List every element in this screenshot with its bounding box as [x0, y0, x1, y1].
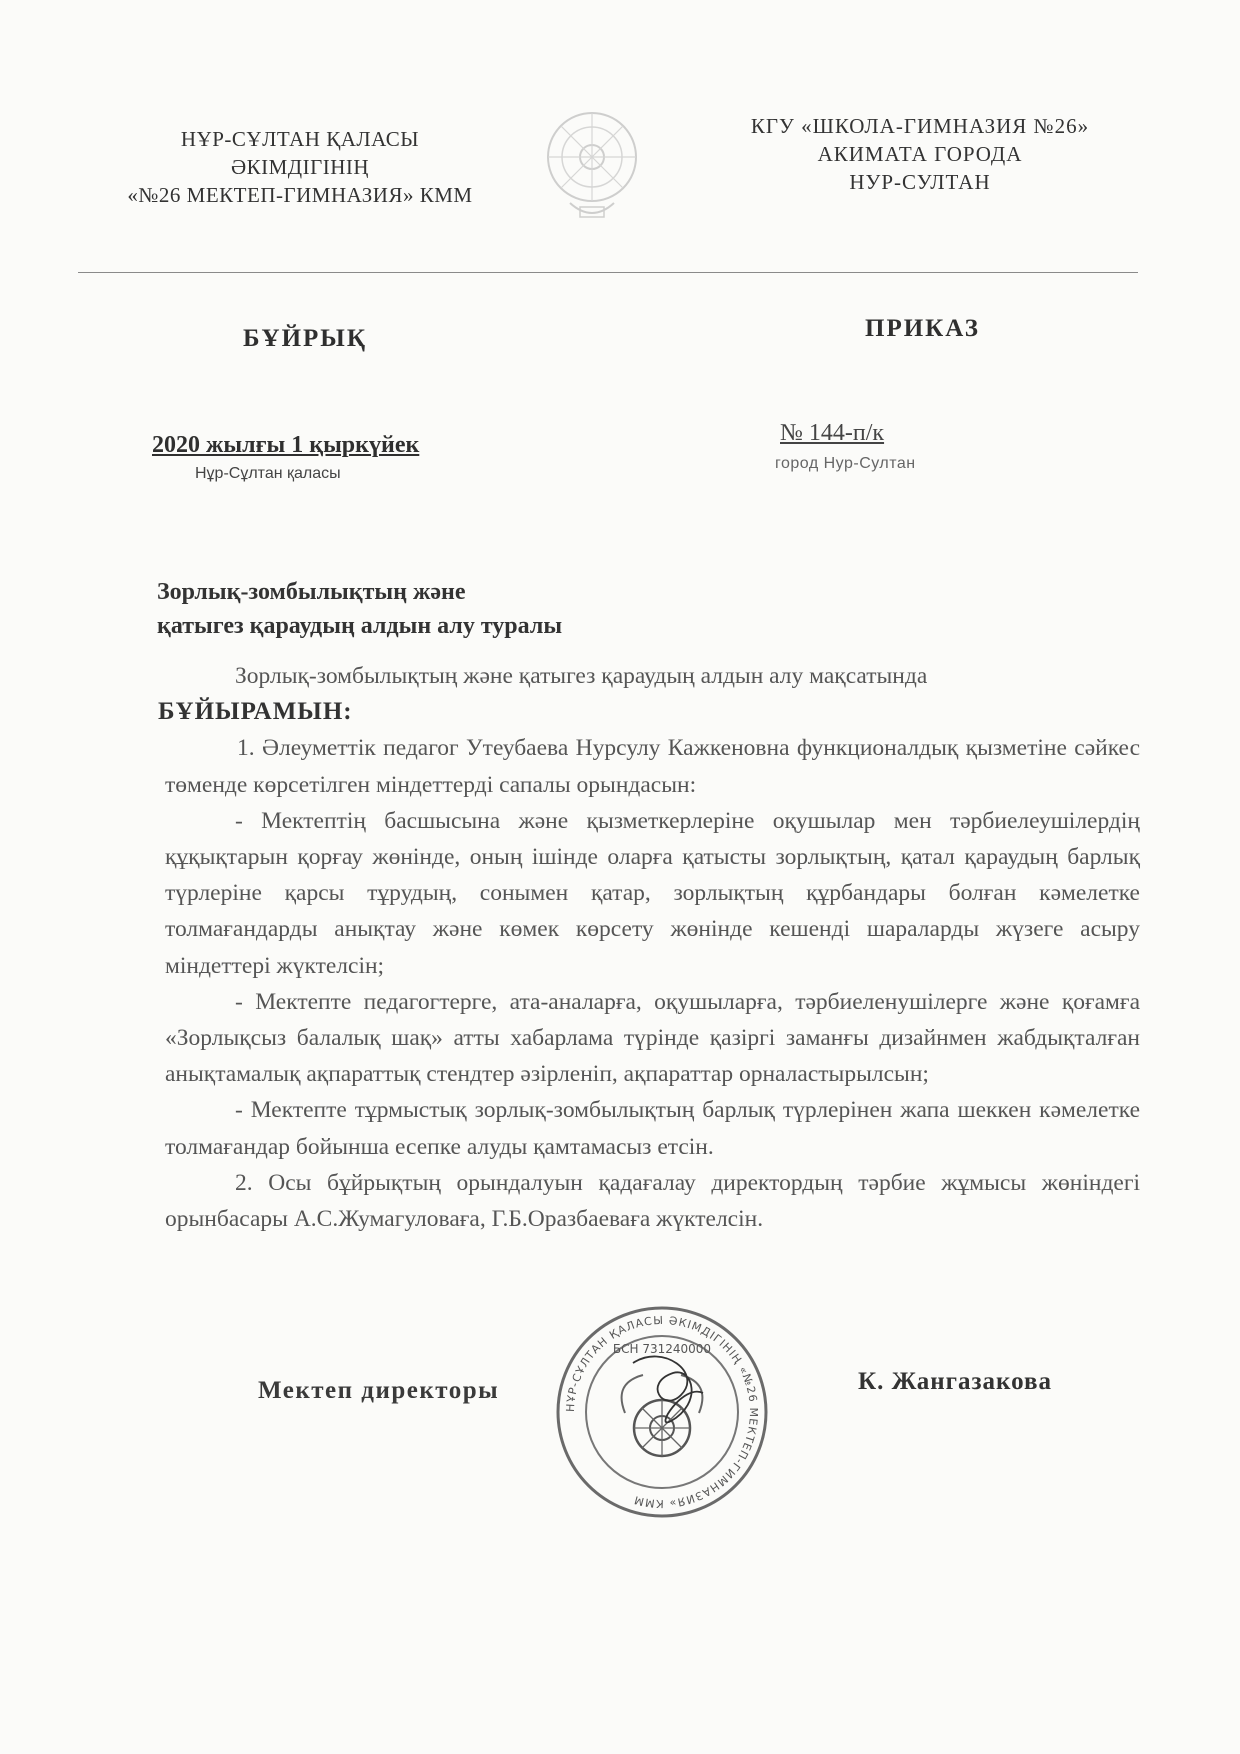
order-body — [158, 658, 1140, 1237]
paragraph-1c: - Мектепте тұрмыстық зорлық-зомбылықтың барлық түрлерінен жапа шеккен кәмелетке толмағандар бойынша есепке алуды қамтамасыз етсін. — [165, 1097, 1140, 1160]
stamp-bin: БСН 731240000 — [612, 1342, 712, 1356]
paragraph-2: 2. Осы бұйрықтың орындалуын қадағалау директордың тәрбие жұмысы жөніндегі орынбасары А.С.Жумагуловаға, Г.Б.Оразбаеваға жүктелсін. — [165, 1169, 1140, 1233]
header-right-ru — [700, 112, 1140, 196]
intro-paragraph: Зорлық-зомбылықтың және қатыгез қараудың алдын алу мақсатында — [235, 663, 928, 689]
document-title-kz: БҰЙРЫҚ — [243, 325, 367, 352]
paragraph-1: 1. Әлеуметтік педагог Утеубаева Нурсулу Кажкеновна функционалдық қызметіне сәйкес төменде көрсетілген міндеттерді сапалы орындасын: — [165, 735, 1140, 798]
official-stamp — [553, 1303, 771, 1521]
header-left-line-2: ӘКІМДІГІНІҢ — [230, 155, 370, 179]
signature-name: К. Жангазакова — [858, 1368, 1052, 1395]
subject-line-2: қатыгез қараудың алдын алу туралы — [157, 613, 563, 639]
city-kz: Нұр-Сұлтан қаласы — [195, 465, 341, 482]
stamp-emblem-icon — [622, 1375, 703, 1456]
city-ru: город Нур-Султан — [775, 455, 916, 472]
header-divider — [78, 272, 1138, 273]
document-title-ru: ПРИКАЗ — [865, 315, 980, 342]
order-date: 2020 жылғы 1 қыркүйек — [152, 432, 420, 458]
header-left-line-3: «№26 МЕКТЕП-ГИМНАЗИЯ» КММ — [127, 183, 473, 207]
paragraph-1b: - Мектепте педагогтерге, ата-аналарға, оқушыларға, тәрбиеленушілерге және қоғамға «Зорлықсыз балалық шақ» атты хабарлама түрінде қазіргі заманғы дизайнмен жабдықталған анықтамалық ақпараттық стендтер әзірленіп, ақпараттар орналастырылсын; — [165, 988, 1140, 1088]
order-subject — [157, 575, 562, 643]
header-right-line-3: НУР-СУЛТАН — [849, 170, 991, 194]
stamp-ring-text: НҰР-СҰЛТАН ҚАЛАСЫ ӘКІМДІГІНІҢ «№26 МЕКТЕП-ГИМНАЗИЯ» КММ — [563, 1313, 761, 1511]
signature-scribble-icon — [633, 1356, 703, 1422]
header-right-line-2: АКИМАТА ГОРОДА — [817, 142, 1023, 166]
subject-line-1: Зорлық-зомбылықтың және — [157, 579, 466, 605]
header-left-kz — [80, 125, 520, 209]
header-right-line-1: КГУ «ШКОЛА-ГИМНАЗИЯ №26» — [750, 114, 1090, 138]
state-emblem-icon — [540, 95, 645, 235]
paragraph-1a: - Мектептің басшысына және қызметкерлеріне оқушылар мен тәрбиелеушілердің құқықтарын қорғау жөнінде, оның ішінде оларға қатысты зорлықтың, қатал қараудың барлық түрлеріне қарсы тұрудың, сонымен қатар, зорлықтың құрбандары болған кәмелетке толмағандарды анықтау және көмек көрсету жөнінде кешенді шараларды жүзеге асыру міндеттері жүктелсін; — [165, 807, 1140, 979]
header-left-line-1: НҰР-СҰЛТАН ҚАЛАСЫ — [180, 127, 420, 151]
order-number: № 144-п/к — [780, 420, 885, 446]
order-word: БҰЙЫРАМЫН: — [158, 698, 353, 726]
signature-role: Мектеп директоры — [258, 1377, 500, 1404]
